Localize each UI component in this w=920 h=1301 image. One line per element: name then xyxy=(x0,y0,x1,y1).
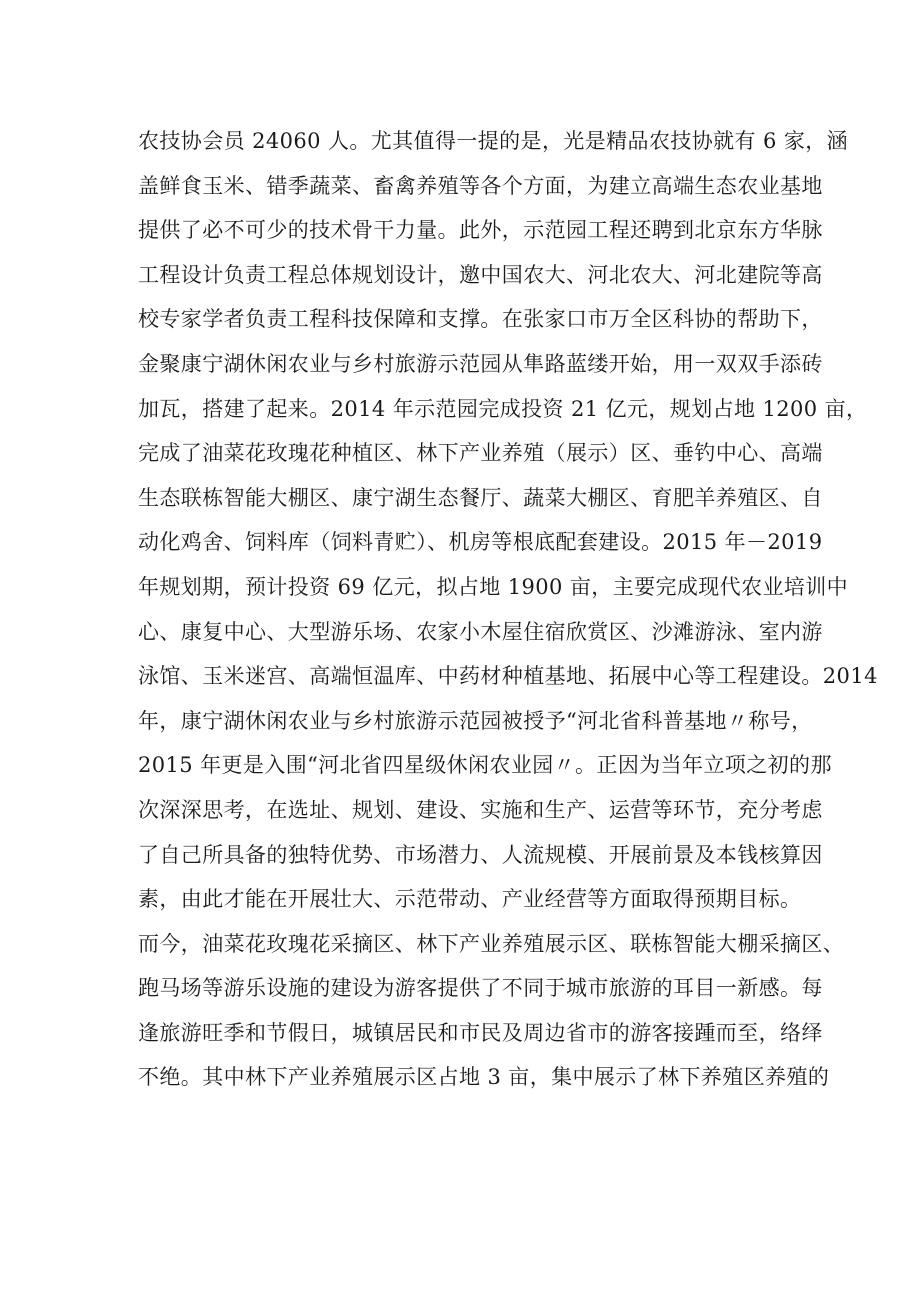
text-line: 而今，油菜花玫瑰花采摘区、林下产业养殖展示区、联栋智能大棚采摘区、 xyxy=(138,931,845,956)
text-line: 了自己所具备的独特优势、市场潜力、人流规模、开展前景及本钱核算因 xyxy=(138,842,823,867)
text-line: 提供了必不可少的技术骨干力量。此外，示范园工程还聘到北京东方华脉 xyxy=(138,218,823,243)
text-line: 动化鸡舍、饲料库（饲料青贮）、机房等根底配套建设。2015 年－2019 xyxy=(138,530,823,555)
text-line: 跑马场等游乐设施的建设为游客提供了不同于城市旅游的耳目一新感。每 xyxy=(138,976,823,1001)
text-line: 不绝。其中林下产业养殖展示区占地 3 亩，集中展示了林下养殖区养殖的 xyxy=(138,1065,830,1090)
text-line: 次深深思考，在选址、规划、建设、实施和生产、运营等环节，充分考虑 xyxy=(138,797,823,822)
text-line: 2015 年更是入围“河北省四星级休闲农业园〃。正因为当年立项之初的那 xyxy=(138,753,832,778)
text-line: 盖鲜食玉米、错季蔬菜、畜禽养殖等各个方面，为建立高端生态农业基地 xyxy=(138,173,823,198)
text-line: 年规划期，预计投资 69 亿元，拟占地 1900 亩，主要完成现代农业培训中 xyxy=(138,574,849,599)
text-line: 素，由此才能在开展壮大、示范带动、产业经营等方面取得预期目标。 xyxy=(138,887,802,912)
text-line: 农技协会员 24060 人。尤其值得一提的是，光是精品农技协就有 6 家，涵 xyxy=(138,129,849,153)
body-text xyxy=(138,119,878,1100)
text-line: 加瓦，搭建了起来。2014 年示范园完成投资 21 亿元，规划占地 1200 亩， xyxy=(138,396,868,421)
text-line: 心、康复中心、大型游乐场、农家小木屋住宿欣赏区、沙滩游泳、室内游 xyxy=(138,619,823,644)
text-line: 金聚康宁湖休闲农业与乡村旅游示范园从隼路蓝缕开始，用一双双手添砖 xyxy=(138,351,823,376)
text-line: 生态联栋智能大棚区、康宁湖生态餐厅、蔬菜大棚区、育肥羊养殖区、自 xyxy=(138,485,823,510)
text-line: 年，康宁湖休闲农业与乡村旅游示范园被授予“河北省科普基地〃称号， xyxy=(138,708,813,733)
text-line: 泳馆、玉米迷宫、高端恒温库、中药材种植基地、拓展中心等工程建设。2014 xyxy=(138,664,878,689)
text-line: 完成了油菜花玫瑰花种植区、林下产业养殖（展示）区、垂钓中心、高端 xyxy=(138,441,823,466)
text-line: 工程设计负责工程总体规划设计，邀中国农大、河北农大、河北建院等高 xyxy=(138,262,823,287)
text-line: 逢旅游旺季和节假日，城镇居民和市民及周边省市的游客接踵而至，络绎 xyxy=(138,1020,823,1045)
text-line: 校专家学者负责工程科技保障和支撑。在张家口市万全区科协的帮助下， xyxy=(138,307,823,332)
